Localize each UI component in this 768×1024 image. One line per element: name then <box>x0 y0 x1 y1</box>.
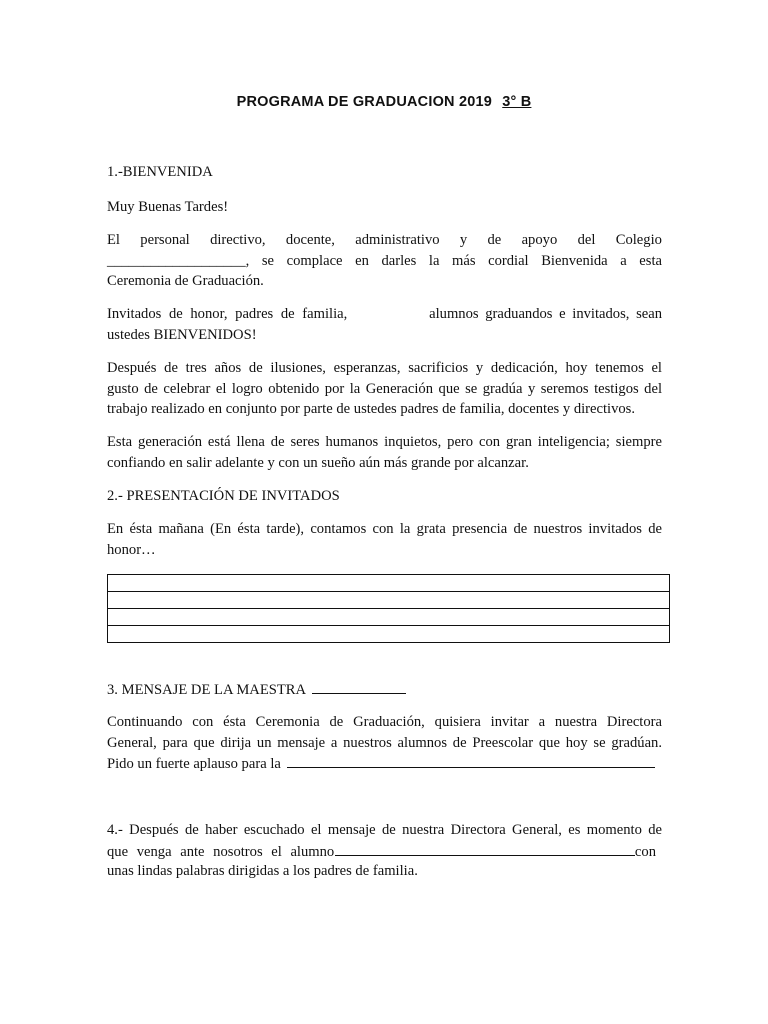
guest-cell <box>108 592 670 609</box>
section-3-heading-line <box>107 679 662 701</box>
welcome-word: personal <box>140 232 190 248</box>
welcome-word: de <box>487 232 502 248</box>
welcome-word: Colegio <box>615 232 662 248</box>
greeting: Muy Buenas Tardes! <box>107 199 229 215</box>
welcome-line-2 <box>107 251 662 272</box>
guest-cell <box>108 626 670 643</box>
welcome-word: administrativo <box>355 232 440 248</box>
director-name-blank <box>287 753 655 768</box>
student-line-2 <box>107 841 662 862</box>
guests-paragraph <box>107 519 662 560</box>
welcome-word: y <box>459 232 468 248</box>
student-line-1: 4.- Después de haber escuchado el mensaje de nuestra Directora General, es momento de <box>107 822 662 838</box>
guest-row <box>108 609 670 626</box>
guest-cell <box>108 609 670 626</box>
welcome-line-1 <box>107 230 662 251</box>
school-name-blank: ___________________ <box>107 252 246 269</box>
guest-row <box>108 575 670 592</box>
invitees-line-1 <box>107 304 662 325</box>
welcome-word: docente, <box>285 232 335 248</box>
welcome-word: del <box>577 232 596 248</box>
director-line-1: Continuando con ésta Ceremonia de Graduación, quisiera invitar a nuestra Directora <box>107 714 662 730</box>
title-grade: 3° B <box>502 94 532 110</box>
invitees-line-2: ustedes BIENVENIDOS! <box>107 326 257 343</box>
director-line-2: General, para que dirija un mensaje a nuestros alumnos de Preescolar que hoy se gradúan. <box>107 734 662 751</box>
welcome-paragraph <box>107 230 662 292</box>
years-line-3: trabajo realizado en conjunto por parte de ustedes padres de familia, docentes y directivos. <box>107 401 636 417</box>
guest-row <box>108 592 670 609</box>
title-main: PROGRAMA DE GRADUACION 2019 <box>236 94 493 110</box>
generation-paragraph <box>107 432 662 473</box>
generation-line-1: Esta generación está llena de seres humanos inquietos, pero con gran inteligencia; siempre <box>107 434 662 450</box>
welcome-word: directivo, <box>210 232 266 248</box>
student-line-2-b: con <box>634 843 656 860</box>
director-paragraph <box>107 712 662 774</box>
student-line-2-a: que venga ante nosotros el alumno <box>107 843 335 860</box>
page-title <box>0 94 768 110</box>
section-2-heading: 2.- PRESENTACIÓN DE INVITADOS <box>107 488 340 504</box>
generation-line-2: confiando en salir adelante y con un sueño aún más grande por alcanzar. <box>107 454 529 471</box>
invitees-paragraph <box>107 304 662 345</box>
years-line-1: Después de tres años de ilusiones, esperanzas, sacrificios y dedicación, hoy tenemos el <box>107 360 662 376</box>
student-line-3: unas lindas palabras dirigidas a los padres de familia. <box>107 863 418 879</box>
student-name-blank <box>335 841 635 856</box>
welcome-word: El <box>107 232 120 248</box>
guest-row <box>108 626 670 643</box>
invitees-line-1-a: Invitados de honor, padres de familia, <box>107 306 348 322</box>
welcome-word: apoyo <box>521 232 558 248</box>
guests-line-1: En ésta mañana (En ésta tarde), contamos con la grata presencia de nuestros invitados de <box>107 521 662 537</box>
director-line-3-text: Pido un fuerte aplauso para la <box>107 756 281 772</box>
section-3-heading: 3. MENSAJE DE LA MAESTRA <box>107 682 306 698</box>
years-line-2: gusto de celebrar el logro obtenido por la Generación que se gradúa y seremos testigos del <box>107 380 662 397</box>
section-1-heading: 1.-BIENVENIDA <box>107 164 213 180</box>
guests-line-2: honor… <box>107 541 156 558</box>
guest-list-table <box>107 574 670 643</box>
welcome-line-3: Ceremonia de Graduación. <box>107 273 264 289</box>
invitees-line-1-b: alumnos graduandos e invitados, sean <box>429 306 662 322</box>
student-paragraph <box>107 820 662 882</box>
teacher-name-blank <box>312 679 406 694</box>
welcome-line-2-text: , se complace en darles la más cordial Bienvenida a esta <box>245 252 662 269</box>
guest-cell <box>108 575 670 592</box>
director-line-3 <box>107 753 662 774</box>
years-paragraph <box>107 358 662 420</box>
